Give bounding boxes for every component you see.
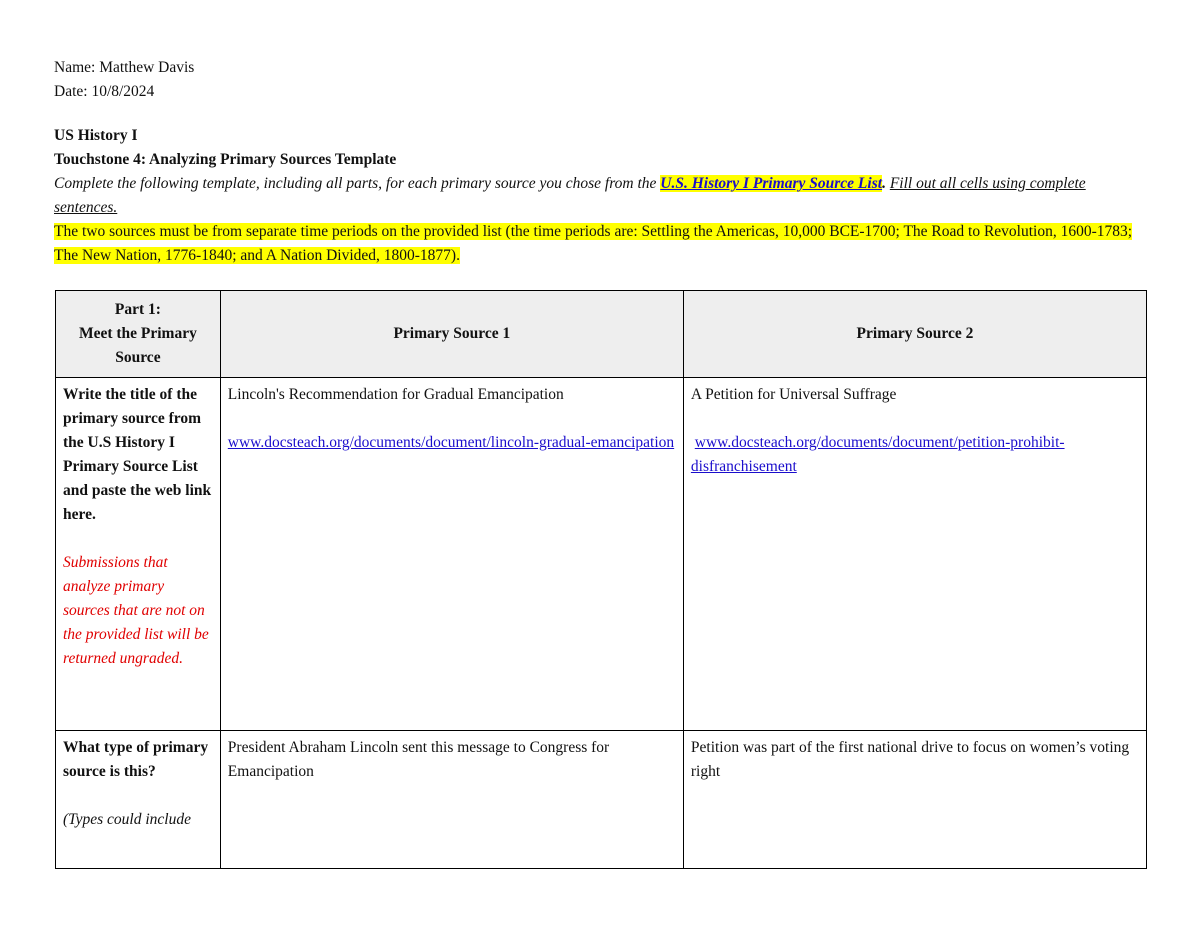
instructions-period: . xyxy=(882,175,886,192)
part-label: Part 1: xyxy=(114,301,161,318)
source2-title: A Petition for Universal Suffrage xyxy=(690,386,897,403)
row-label: What type of primary source is this? xyxy=(63,739,209,780)
part-title: Meet the Primary Source xyxy=(78,325,197,366)
source-type-hint: (Types could include xyxy=(63,811,191,828)
source1-title-cell[interactable] xyxy=(220,378,683,731)
assignment-title: Touchstone 4: Analyzing Primary Sources Template xyxy=(54,151,397,168)
source2-type-cell[interactable] xyxy=(683,731,1146,869)
source1-type-cell[interactable] xyxy=(220,731,683,869)
instructions-intro: Complete the following template, including all parts, for each primary source you chose from the xyxy=(54,175,661,192)
row-label-cell xyxy=(56,378,221,731)
primary-source-list-link[interactable]: U.S. History I Primary Source List xyxy=(660,175,883,192)
source2-title-cell[interactable] xyxy=(683,378,1146,731)
part-header-cell xyxy=(56,291,221,378)
document-page xyxy=(54,56,1146,268)
source2-type-text: Petition was part of the first national drive to focus on women’s voting right xyxy=(690,739,1130,780)
ungraded-warning: Submissions that analyze primary sources that are not on the provided list will be returned ungraded. xyxy=(63,554,209,667)
table-row xyxy=(56,731,1147,869)
course-title: US History I xyxy=(54,127,138,144)
instructions-fill-out: Fill out all cells using complete sentences. xyxy=(54,175,1086,216)
source1-title: Lincoln's Recommendation for Gradual Emancipation xyxy=(227,386,564,403)
primary-sources-table xyxy=(55,290,1147,869)
source1-link[interactable]: www.docsteach.org/documents/document/lincoln-gradual-emancipation xyxy=(227,434,675,451)
row-label: Write the title of the primary source from the U.S History I Primary Source List and paste the web link here. xyxy=(63,386,212,523)
source2-link[interactable]: www.docsteach.org/documents/document/petition-prohibit-disfranchisement xyxy=(690,434,1065,475)
submission-date: Date: 10/8/2024 xyxy=(54,83,155,100)
source1-header-cell: Primary Source 1 xyxy=(220,291,683,378)
time-period-notice xyxy=(54,220,1146,268)
table-row xyxy=(56,378,1147,731)
source2-header-cell: Primary Source 2 xyxy=(683,291,1146,378)
student-name: Name: Matthew Davis xyxy=(54,59,195,76)
source1-type-text: President Abraham Lincoln sent this message to Congress for Emancipation xyxy=(227,739,610,780)
time-period-notice-text: The two sources must be from separate time periods on the provided list (the time periods are: Settling the Americas, 10,000 BCE-1700; The Road to Revolution, 1600-1783; The New Nation, 1776-1840; and A Nation Divided, 1800-1877). xyxy=(54,223,1133,264)
table-header-row xyxy=(56,291,1147,378)
instructions xyxy=(54,172,1124,220)
row-label-cell xyxy=(56,731,221,869)
